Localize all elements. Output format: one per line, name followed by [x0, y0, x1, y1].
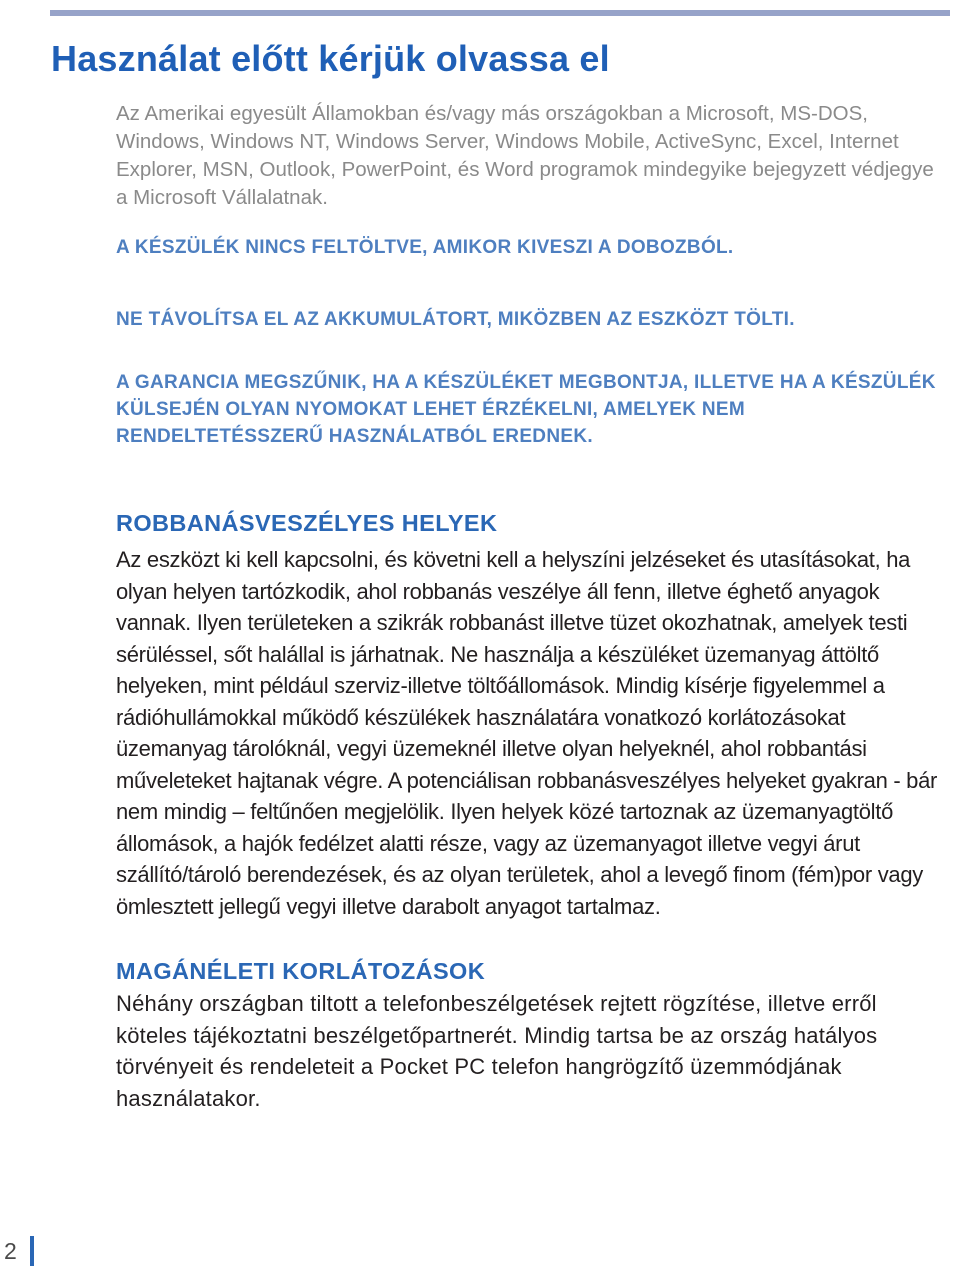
- trademark-notice: Az Amerikai egyesült Államokban és/vagy más országokban a Microsoft, MS-DOS, Windows, Windows NT, Windows Server, Windows Mobile, ActiveSync, Excel, Internet Explorer, MSN, Outlook, PowerPoint, és Word programok mindegyike bejegyzett védjegye a Microsoft Vállalatnak.: [116, 102, 934, 209]
- content: [116, 100, 950, 1114]
- top-rule: [50, 10, 950, 16]
- warning-battery-removal: NE TÁVOLÍTSA EL AZ AKKUMULÁTORT, MIKÖZBEN AZ ESZKÖZT TÖLTI.: [116, 309, 795, 330]
- section-heading-privacy: MAGÁNÉLETI KORLÁTOZÁSOK: [116, 958, 486, 984]
- section-heading-explosive: ROBBANÁSVESZÉLYES HELYEK: [116, 510, 498, 536]
- section-body-explosive: Az eszközt ki kell kapcsolni, és követni kell a helyszíni jelzéseket és utasításokat, ha olyan helyen tartózkodik, ahol robbanás veszélye áll fenn, illetve éghető anyagok vannak. Ilyen területeken a szikrák robbanást illetve tüzet okozhatnak, amelyek testi sérüléssel, sőt halállal is járhatnak. Ne használja a készüléket üzemanyag áttöltő helyeken, mint például szerviz-illetve töltőállomások. Mindig kísérje figyelemmel a rádióhullámokkal működő készülékek használatára vonatkozó korlátozásokat üzemanyag tárolóknál, vegyi üzemeknél illetve olyan helyeknél, ahol robbantási műveleteket hajtanak végre. A potenciálisan robbanásveszélyes helyeket gyakran - bár nem mindig – feltűnően megjelölik. Ilyen helyek közé tartoznak az üzemanyagtöltő állomások, a hajók fedélzet alatti része, vagy az üzemanyagot illetve vegyi árut szállító/tároló berendezések, és az olyan területek, ahol a levegő finom (fém)por vagy ömlesztett jellegű vegyi illetve darabolt anyagot tartalmaz.: [116, 547, 938, 919]
- page-number: 2: [4, 1238, 17, 1264]
- warning-warranty: A GARANCIA MEGSZŰNIK, HA A KÉSZÜLÉKET MEGBONTJA, ILLETVE HA A KÉSZÜLÉK KÜLSEJÉN OLYAN NYOMOKAT LEHET ÉRZÉKELNI, AMELYEK NEM RENDELTETÉSSZERŰ HASZNÁLATBÓL EREDNEK.: [116, 372, 936, 447]
- warning-not-charged: A KÉSZÜLÉK NINCS FELTÖLTVE, AMIKOR KIVESZI A DOBOZBÓL.: [116, 237, 734, 258]
- section-body-privacy: Néhány országban tiltott a telefonbeszélgetések rejtett rögzítése, illetve erről köteles tájékoztatni beszélgetőpartnerét. Mindig tartsa be az ország hatályos törvényeit és rendeleteit a Pocket PC telefon hangrögzítő üzemmódjának használatakor.: [116, 991, 878, 1111]
- page-number-marker: [30, 1236, 34, 1266]
- page-title: Használat előtt kérjük olvassa el: [51, 38, 610, 79]
